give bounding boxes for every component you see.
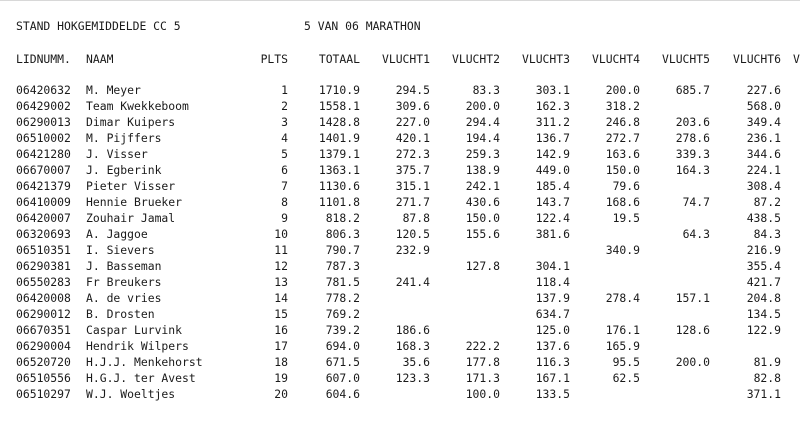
cell-vlucht3: 142.9 — [535, 147, 570, 161]
cell-vlucht6: 355.4 — [746, 259, 781, 273]
cell-vlucht2: 127.8 — [465, 259, 500, 273]
cell-vlucht1: 272.3 — [395, 147, 430, 161]
table-row — [0, 290, 800, 306]
cell-vlucht3: 185.4 — [535, 179, 570, 193]
cell-lidnummer: 06510556 — [16, 371, 71, 385]
cell-vlucht3: 133.5 — [535, 387, 570, 401]
cell-totaal: 781.5 — [325, 275, 360, 289]
cell-naam: Team Kwekkeboom — [86, 99, 189, 113]
cell-vlucht6: 84.3 — [753, 227, 781, 241]
cell-vlucht4: 168.6 — [605, 195, 640, 209]
table-row — [0, 258, 800, 274]
cell-totaal: 607.0 — [325, 371, 360, 385]
cell-lidnummer: 06550283 — [16, 275, 71, 289]
cell-vlucht1: 186.6 — [395, 323, 430, 337]
cell-plts: 18 — [274, 355, 288, 369]
header-extra: V — [793, 52, 800, 66]
cell-vlucht6: 224.1 — [746, 163, 781, 177]
header-plts: PLTS — [260, 52, 288, 66]
cell-totaal: 778.2 — [325, 291, 360, 305]
cell-naam: Hendrik Wilpers — [86, 339, 189, 353]
cell-plts: 2 — [281, 99, 288, 113]
cell-vlucht1: 123.3 — [395, 371, 430, 385]
table-row — [0, 338, 800, 354]
cell-vlucht3: 311.2 — [535, 115, 570, 129]
cell-vlucht2: 155.6 — [465, 227, 500, 241]
cell-naam: W.J. Woeltjes — [86, 387, 176, 401]
header-vlucht2: VLUCHT2 — [451, 52, 500, 66]
cell-lidnummer: 06510297 — [16, 387, 71, 401]
cell-vlucht3: 118.4 — [535, 275, 570, 289]
cell-totaal: 1363.1 — [318, 163, 360, 177]
top-border — [0, 0, 800, 1]
cell-plts: 20 — [274, 387, 288, 401]
cell-vlucht3: 304.1 — [535, 259, 570, 273]
cell-vlucht6: 438.5 — [746, 211, 781, 225]
cell-vlucht6: 227.6 — [746, 83, 781, 97]
cell-lidnummer: 06510351 — [16, 243, 71, 257]
cell-vlucht1: 232.9 — [395, 243, 430, 257]
cell-naam: Dimar Kuipers — [86, 115, 176, 129]
cell-vlucht2: 222.2 — [465, 339, 500, 353]
cell-totaal: 604.6 — [325, 387, 360, 401]
cell-plts: 10 — [274, 227, 288, 241]
cell-vlucht5: 685.7 — [675, 83, 710, 97]
cell-plts: 4 — [281, 131, 288, 145]
cell-vlucht6: 81.9 — [753, 355, 781, 369]
cell-vlucht4: 340.9 — [605, 243, 640, 257]
cell-naam: J. Egberink — [86, 163, 162, 177]
cell-naam: H.J.J. Menkehorst — [86, 355, 203, 369]
table-row — [0, 98, 800, 114]
cell-totaal: 806.3 — [325, 227, 360, 241]
cell-totaal: 1428.8 — [318, 115, 360, 129]
cell-totaal: 1558.1 — [318, 99, 360, 113]
table-row — [0, 274, 800, 290]
cell-lidnummer: 06520720 — [16, 355, 71, 369]
cell-vlucht1: 227.0 — [395, 115, 430, 129]
cell-plts: 14 — [274, 291, 288, 305]
cell-naam: A. de vries — [86, 291, 162, 305]
cell-totaal: 739.2 — [325, 323, 360, 337]
table-row — [0, 146, 800, 162]
cell-vlucht4: 150.0 — [605, 163, 640, 177]
cell-vlucht2: 138.9 — [465, 163, 500, 177]
table-row — [0, 322, 800, 338]
header-vlucht3: VLUCHT3 — [521, 52, 570, 66]
cell-vlucht5: 200.0 — [675, 355, 710, 369]
table-row — [0, 162, 800, 178]
cell-totaal: 1401.9 — [318, 131, 360, 145]
cell-vlucht3: 143.7 — [535, 195, 570, 209]
cell-vlucht1: 315.1 — [395, 179, 430, 193]
cell-vlucht1: 168.3 — [395, 339, 430, 353]
cell-vlucht6: 87.2 — [753, 195, 781, 209]
cell-vlucht4: 278.4 — [605, 291, 640, 305]
cell-lidnummer: 06670007 — [16, 163, 71, 177]
header-naam: NAAM — [86, 52, 114, 66]
cell-plts: 11 — [274, 243, 288, 257]
table-row — [0, 194, 800, 210]
report-title: STAND HOKGEMIDDELDE CC 5 — [16, 19, 181, 33]
cell-plts: 13 — [274, 275, 288, 289]
cell-vlucht2: 294.4 — [465, 115, 500, 129]
cell-vlucht3: 162.3 — [535, 99, 570, 113]
cell-vlucht1: 375.7 — [395, 163, 430, 177]
cell-plts: 9 — [281, 211, 288, 225]
cell-naam: J. Visser — [86, 147, 148, 161]
cell-vlucht2: 242.1 — [465, 179, 500, 193]
cell-lidnummer: 06420632 — [16, 83, 71, 97]
cell-vlucht1: 294.5 — [395, 83, 430, 97]
cell-vlucht3: 634.7 — [535, 307, 570, 321]
cell-lidnummer: 06670351 — [16, 323, 71, 337]
cell-naam: M. Meyer — [86, 83, 141, 97]
cell-vlucht2: 171.3 — [465, 371, 500, 385]
cell-vlucht2: 194.4 — [465, 131, 500, 145]
cell-vlucht2: 177.8 — [465, 355, 500, 369]
cell-plts: 15 — [274, 307, 288, 321]
cell-vlucht3: 137.9 — [535, 291, 570, 305]
cell-vlucht5: 128.6 — [675, 323, 710, 337]
table-row — [0, 82, 800, 98]
cell-naam: Zouhair Jamal — [86, 211, 176, 225]
cell-vlucht3: 137.6 — [535, 339, 570, 353]
cell-vlucht4: 165.9 — [605, 339, 640, 353]
header-row — [0, 51, 800, 67]
cell-vlucht2: 259.3 — [465, 147, 500, 161]
cell-vlucht6: 216.9 — [746, 243, 781, 257]
cell-plts: 12 — [274, 259, 288, 273]
cell-vlucht6: 204.8 — [746, 291, 781, 305]
cell-lidnummer: 06420008 — [16, 291, 71, 305]
cell-naam: A. Jaggoe — [86, 227, 148, 241]
cell-lidnummer: 06290012 — [16, 307, 71, 321]
cell-plts: 3 — [281, 115, 288, 129]
cell-naam: B. Drosten — [86, 307, 155, 321]
cell-totaal: 818.2 — [325, 211, 360, 225]
cell-vlucht3: 122.4 — [535, 211, 570, 225]
table-row — [0, 130, 800, 146]
cell-vlucht3: 449.0 — [535, 163, 570, 177]
cell-lidnummer: 06290013 — [16, 115, 71, 129]
cell-vlucht2: 150.0 — [465, 211, 500, 225]
cell-vlucht2: 83.3 — [472, 83, 500, 97]
cell-vlucht1: 120.5 — [395, 227, 430, 241]
cell-totaal: 1130.6 — [318, 179, 360, 193]
cell-vlucht4: 246.8 — [605, 115, 640, 129]
cell-vlucht6: 122.9 — [746, 323, 781, 337]
cell-vlucht1: 87.8 — [402, 211, 430, 225]
cell-totaal: 769.2 — [325, 307, 360, 321]
title-row — [0, 18, 800, 34]
cell-naam: Hennie Brueker — [86, 195, 183, 209]
cell-totaal: 787.3 — [325, 259, 360, 273]
cell-lidnummer: 06421379 — [16, 179, 71, 193]
cell-totaal: 790.7 — [325, 243, 360, 257]
cell-plts: 5 — [281, 147, 288, 161]
table-row — [0, 306, 800, 322]
cell-vlucht6: 344.6 — [746, 147, 781, 161]
cell-vlucht4: 19.5 — [612, 211, 640, 225]
cell-totaal: 1379.1 — [318, 147, 360, 161]
cell-vlucht5: 278.6 — [675, 131, 710, 145]
header-vlucht6: VLUCHT6 — [732, 52, 781, 66]
cell-totaal: 671.5 — [325, 355, 360, 369]
cell-vlucht5: 339.3 — [675, 147, 710, 161]
cell-vlucht3: 116.3 — [535, 355, 570, 369]
cell-lidnummer: 06320693 — [16, 227, 71, 241]
cell-naam: M. Pijffers — [86, 131, 162, 145]
cell-vlucht6: 568.0 — [746, 99, 781, 113]
table-row — [0, 226, 800, 242]
cell-vlucht3: 136.7 — [535, 131, 570, 145]
cell-totaal: 694.0 — [325, 339, 360, 353]
cell-naam: Pieter Visser — [86, 179, 176, 193]
cell-vlucht4: 318.2 — [605, 99, 640, 113]
cell-lidnummer: 06510002 — [16, 131, 71, 145]
cell-lidnummer: 06420007 — [16, 211, 71, 225]
cell-plts: 7 — [281, 179, 288, 193]
cell-naam: I. Sievers — [86, 243, 155, 257]
cell-vlucht2: 200.0 — [465, 99, 500, 113]
cell-lidnummer: 06429002 — [16, 99, 71, 113]
cell-vlucht6: 308.4 — [746, 179, 781, 193]
cell-vlucht5: 157.1 — [675, 291, 710, 305]
cell-vlucht5: 164.3 — [675, 163, 710, 177]
cell-plts: 6 — [281, 163, 288, 177]
cell-vlucht2: 430.6 — [465, 195, 500, 209]
cell-vlucht6: 349.4 — [746, 115, 781, 129]
cell-lidnummer: 06410009 — [16, 195, 71, 209]
header-lidnummer: LIDNUMM. — [16, 52, 71, 66]
cell-vlucht6: 82.8 — [753, 371, 781, 385]
cell-vlucht4: 79.6 — [612, 179, 640, 193]
table-row — [0, 178, 800, 194]
cell-totaal: 1101.8 — [318, 195, 360, 209]
cell-vlucht4: 62.5 — [612, 371, 640, 385]
report-subtitle: 5 VAN 06 MARATHON — [304, 19, 421, 33]
cell-vlucht6: 421.7 — [746, 275, 781, 289]
cell-vlucht4: 176.1 — [605, 323, 640, 337]
cell-vlucht6: 134.5 — [746, 307, 781, 321]
cell-vlucht3: 381.6 — [535, 227, 570, 241]
cell-vlucht4: 200.0 — [605, 83, 640, 97]
header-totaal: TOTAAL — [318, 52, 360, 66]
cell-vlucht6: 371.1 — [746, 387, 781, 401]
table-row — [0, 370, 800, 386]
cell-vlucht5: 203.6 — [675, 115, 710, 129]
header-vlucht4: VLUCHT4 — [591, 52, 640, 66]
cell-vlucht4: 272.7 — [605, 131, 640, 145]
table-row — [0, 210, 800, 226]
cell-vlucht5: 74.7 — [682, 195, 710, 209]
cell-totaal: 1710.9 — [318, 83, 360, 97]
cell-vlucht3: 167.1 — [535, 371, 570, 385]
cell-vlucht4: 95.5 — [612, 355, 640, 369]
cell-lidnummer: 06290004 — [16, 339, 71, 353]
cell-vlucht1: 35.6 — [402, 355, 430, 369]
cell-naam: H.G.J. ter Avest — [86, 371, 196, 385]
cell-vlucht1: 309.6 — [395, 99, 430, 113]
cell-vlucht6: 236.1 — [746, 131, 781, 145]
header-vlucht5: VLUCHT5 — [661, 52, 710, 66]
table-row — [0, 386, 800, 402]
table-row — [0, 354, 800, 370]
cell-lidnummer: 06421280 — [16, 147, 71, 161]
cell-plts: 1 — [281, 83, 288, 97]
table-row — [0, 114, 800, 130]
cell-vlucht1: 271.7 — [395, 195, 430, 209]
cell-naam: J. Basseman — [86, 259, 162, 273]
cell-vlucht4: 163.6 — [605, 147, 640, 161]
cell-plts: 19 — [274, 371, 288, 385]
cell-plts: 8 — [281, 195, 288, 209]
header-vlucht1: VLUCHT1 — [381, 52, 430, 66]
cell-lidnummer: 06290381 — [16, 259, 71, 273]
cell-plts: 17 — [274, 339, 288, 353]
cell-plts: 16 — [274, 323, 288, 337]
cell-vlucht2: 100.0 — [465, 387, 500, 401]
cell-vlucht1: 241.4 — [395, 275, 430, 289]
table-row — [0, 242, 800, 258]
cell-vlucht3: 303.1 — [535, 83, 570, 97]
cell-vlucht1: 420.1 — [395, 131, 430, 145]
cell-naam: Fr Breukers — [86, 275, 162, 289]
cell-vlucht3: 125.0 — [535, 323, 570, 337]
cell-naam: Caspar Lurvink — [86, 323, 183, 337]
cell-vlucht5: 64.3 — [682, 227, 710, 241]
